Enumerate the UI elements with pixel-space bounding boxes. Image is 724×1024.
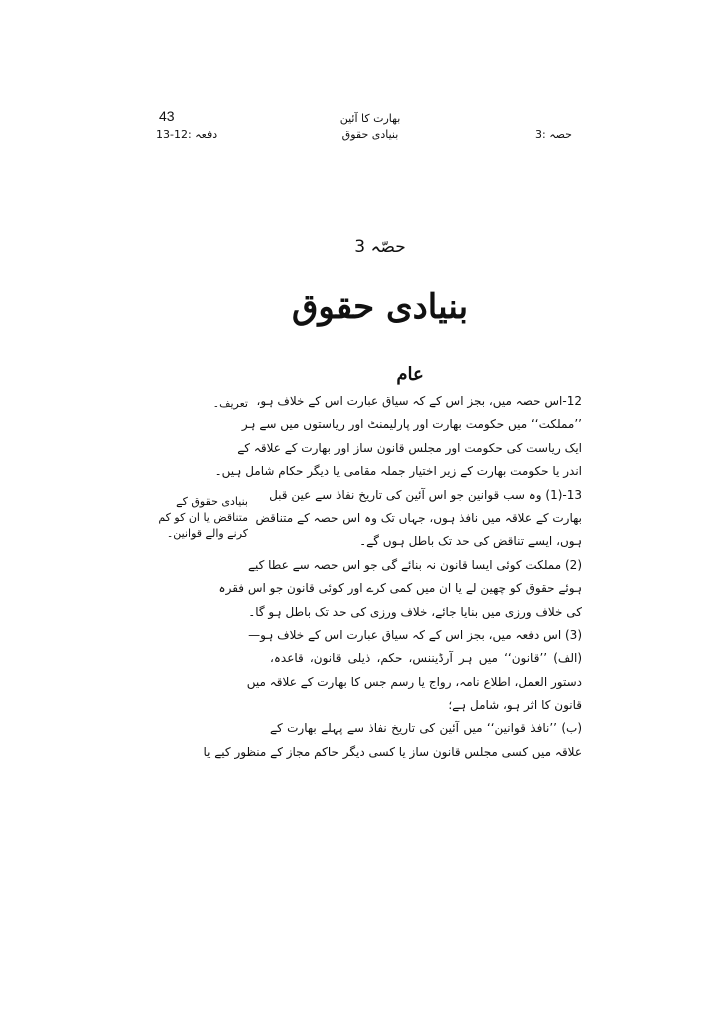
margin-note-inconsistent-laws: بنیادی حقوق کے متناقض یا ان کو کم کرنے والے قوانین۔ <box>158 495 248 540</box>
body-line: ہوں، ایسے تناقض کی حد تک باطل ہوں گے۔ <box>359 534 582 549</box>
body-line: علاقہ میں کسی مجلس قانون ساز یا کسی دیگر حاکم مجاز کے منظور کیے یا <box>203 744 582 759</box>
body-line: قانون کا اثر ہو، شامل ہے؛ <box>448 698 582 713</box>
body-line: (ب) ’’نافذ قوانین‘‘ میں آئین کی تاریخ نفاذ سے پہلے بھارت کے <box>270 721 582 736</box>
body-line: ’’مملکت‘‘ میں حکومت بھارت اور پارلیمنٹ اور ریاستوں میں سے ہر <box>241 417 582 432</box>
main-heading: بنیادی حقوق <box>291 287 469 327</box>
body-line: بھارت کے علاقہ میں نافذ ہوں، جہاں تک وہ اس حصہ کے متناقض <box>255 510 582 525</box>
body-line: ایک ریاست کی حکومت اور مجلس قانون ساز اور بھارت کے علاقہ کے <box>237 440 582 455</box>
part-reference: حصہ :3 <box>535 128 572 141</box>
body-line: (3) اس دفعہ میں، بجز اس کے کہ سیاق عبارت اس کے خلاف ہو— <box>248 627 582 642</box>
body-line: 13-(1) وہ سب قوانین جو اس آئین کی تاریخ نفاذ سے عین قبل <box>269 487 582 502</box>
body-line: کی خلاف ورزی میں بنایا جائے، خلاف ورزی کی حد تک باطل ہو گا۔ <box>248 604 582 619</box>
margin-note-definition: تعریف۔ <box>212 397 248 410</box>
running-part-title: بنیادی حقوق <box>341 128 399 141</box>
page-number: 43 <box>159 108 175 124</box>
clause-reference: دفعہ :12-13 <box>156 128 218 141</box>
running-book-title: بھارت کا آئین <box>339 112 401 125</box>
body-line: (الف) ’’قانون‘‘ میں ہر آرڈیننس، حکم، ذیلی قانون، قاعدہ، <box>270 651 582 666</box>
body-line: 12-اس حصہ میں، بجز اس کے کہ سیاق عبارت اس کے خلاف ہو، <box>256 394 582 408</box>
section-subheading: عام <box>396 364 424 385</box>
part-heading: حصّہ 3 <box>354 237 406 257</box>
body-line: اندر یا حکومت بھارت کے زیر اختیار جملہ مقامی یا دیگر حکام شامل ہیں۔ <box>214 464 582 479</box>
body-line: ہوئے حقوق کو چھین لے یا ان میں کمی کرے اور کوئی قانون جو اس فقرہ <box>218 581 582 596</box>
body-line: (2) مملکت کوئی ایسا قانون نہ بنائے گی جو اس حصہ سے عطا کیے <box>247 557 582 572</box>
body-line: دستور العمل، اطلاع نامہ، رواج یا رسم جس کا بھارت کے علاقہ میں <box>246 674 582 689</box>
